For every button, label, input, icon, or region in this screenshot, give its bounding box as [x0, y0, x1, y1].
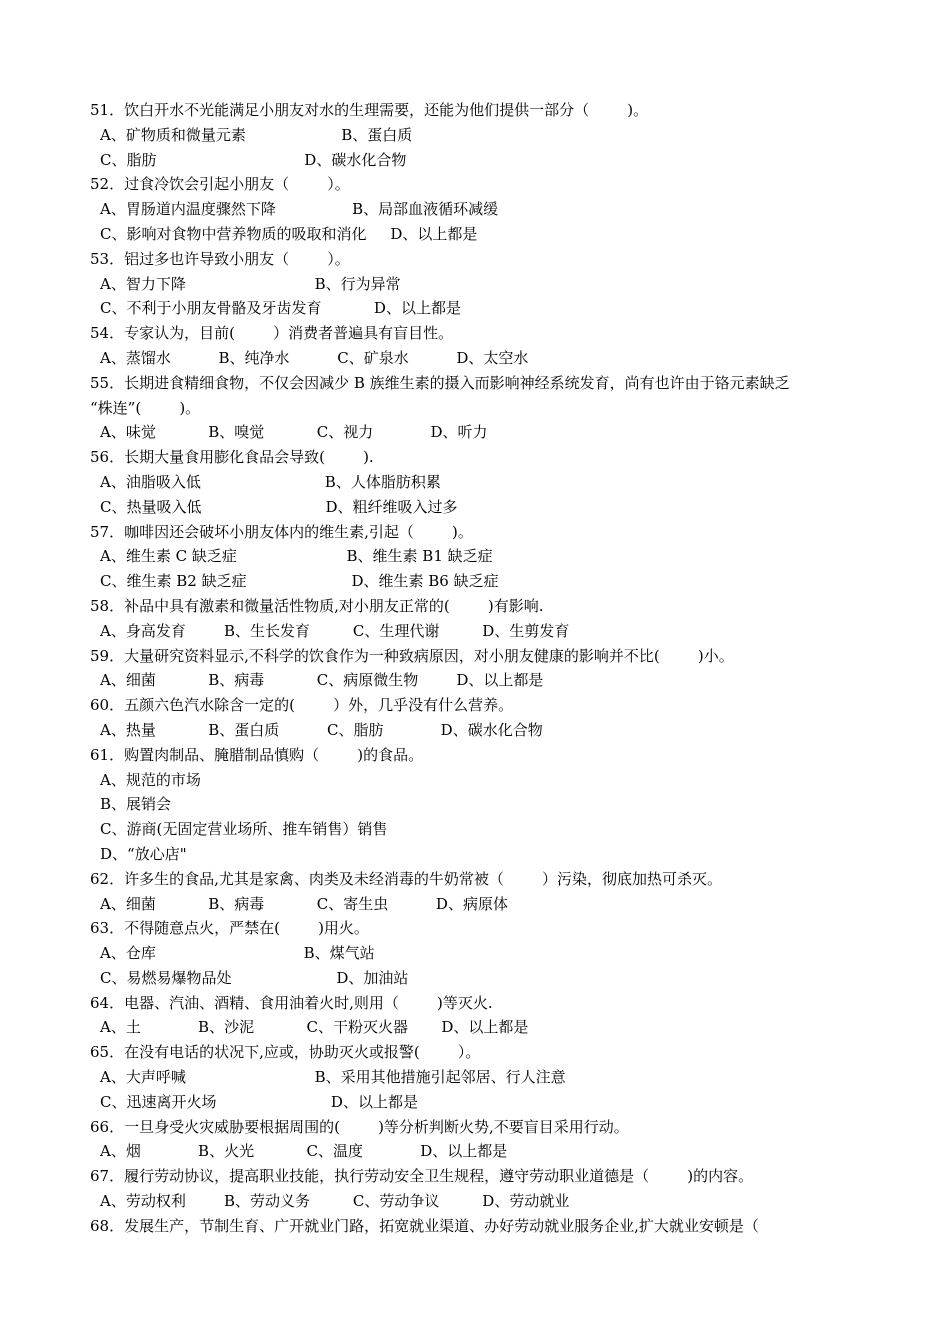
document-page [90, 98, 880, 1239]
question-text: 60．五颜六色汽水除含一定的( ）外，几乎没有什么营养。 [90, 696, 514, 715]
question-text: 51．饮白开水不光能满足小朋友对水的生理需要，还能为他们提供一部分（ )。 [90, 101, 649, 119]
question-text: 67．履行劳动协议，提高职业技能，执行劳动安全卫生规程，遵守劳动职业道德是（ )的内容。 [90, 1167, 754, 1186]
answer-options: A、胃肠道内温度骤然下降 B、局部血液循环减缓 [100, 200, 499, 219]
answer-options: C、脂肪 D、碳水化合物 [100, 150, 407, 169]
question-text: 56．长期大量食用膨化食品会导致( ). [90, 448, 374, 467]
answer-options: A、热量 B、蛋白质 C、脂肪 D、碳水化合物 [100, 720, 543, 739]
question-text: 54．专家认为，目前( ）消费者普遍具有盲目性。 [90, 324, 454, 343]
answer-options: A、维生素 C 缺乏症 B、维生素 B1 缺乏症 [100, 547, 493, 566]
answer-options: A、矿物质和微量元素 B、蛋白质 [100, 125, 413, 144]
answer-options: B、展销会 [100, 795, 172, 814]
question-continuation: “株连”( )。 [90, 398, 201, 417]
answer-options: D、“放心店" [100, 844, 187, 863]
question-text: 59．大量研究资料显示,不科学的饮食作为一种致病原因，对小朋友健康的影响并不比( )小。 [90, 646, 734, 665]
answer-options: C、影响对食物中营养物质的吸取和消化 D、以上都是 [100, 224, 478, 243]
question-text: 65．在没有电话的状况下,应或，协助灭火或报警( ）。 [90, 1043, 481, 1062]
question-text: 63．不得随意点火，严禁在( )用火。 [90, 919, 369, 938]
answer-options: A、烟 B、火光 C、温度 D、以上都是 [100, 1142, 508, 1161]
answer-options: A、细菌 B、病毒 C、病原微生物 D、以上都是 [100, 671, 544, 690]
answer-options: A、土 B、沙泥 C、干粉灭火器 D、以上都是 [100, 1018, 529, 1037]
question-text: 52．过食冷饮会引起小朋友（ ）。 [90, 175, 350, 194]
question-text: 64．电器、汽油、酒精、食用油着火时,则用（ )等灭火. [90, 993, 493, 1012]
answer-options: C、游商(无固定营业场所、推车销售）销售 [100, 820, 388, 839]
answer-options: A、规范的市场 [100, 770, 201, 789]
answer-options: C、热量吸入低 D、粗纤维吸入过多 [100, 497, 458, 516]
answer-options: A、劳动权利 B、劳动义务 C、劳动争议 D、劳动就业 [100, 1192, 570, 1211]
answer-options: C、不利于小朋友骨骼及牙齿发育 D、以上都是 [100, 299, 461, 318]
question-text: 62．许多生的食品,尤其是家禽、肉类及未经消毒的牛奶常被（ ）污染，彻底加热可杀灭。 [90, 869, 723, 888]
question-text: 68．发展生产，节制生育、广开就业门路，拓宽就业渠道、办好劳动就业服务企业,扩大就业安顿是（ [90, 1216, 759, 1235]
question-text: 58．补品中具有激素和微量活性物质,对小朋友正常的( )有影响. [90, 596, 544, 615]
answer-options: C、迅速离开火场 D、以上都是 [100, 1092, 418, 1111]
answer-options: A、蒸馏水 B、纯净水 C、矿泉水 D、太空水 [100, 348, 529, 367]
question-text: 55．长期进食精细食物，不仅会因减少 B 族维生素的摄入而影响神经系统发育，尚有也许由于铬元素缺乏 [90, 373, 790, 392]
question-text: 61．购置肉制品、腌腊制品慎购（ )的食品。 [90, 745, 424, 764]
question-text: 57．咖啡因还会破坏小朋友体内的维生素,引起（ )。 [90, 522, 473, 541]
answer-options: C、维生素 B2 缺乏症 D、维生素 B6 缺乏症 [100, 572, 499, 591]
answer-options: A、仓库 B、煤气站 [100, 944, 375, 963]
answer-options: A、身高发育 B、生长发育 C、生理代谢 D、生剪发育 [100, 621, 570, 640]
question-text: 53．铝过多也许导致小朋友（ ）。 [90, 249, 350, 268]
answer-options: C、易燃易爆物品处 D、加油站 [100, 968, 409, 987]
answer-options: A、细菌 B、病毒 C、寄生虫 D、病原体 [100, 894, 508, 913]
question-text: 66．一旦身受火灾威胁要根据周围的( )等分析判断火势,不要盲目采用行动。 [90, 1117, 629, 1136]
answer-options: A、味觉 B、嗅觉 C、视力 D、听力 [100, 423, 488, 442]
answer-options: A、智力下降 B、行为异常 [100, 274, 401, 293]
answer-options: A、大声呼喊 B、采用其他措施引起邻居、行人注意 [100, 1068, 566, 1087]
answer-options: A、油脂吸入低 B、人体脂肪积累 [100, 472, 441, 491]
